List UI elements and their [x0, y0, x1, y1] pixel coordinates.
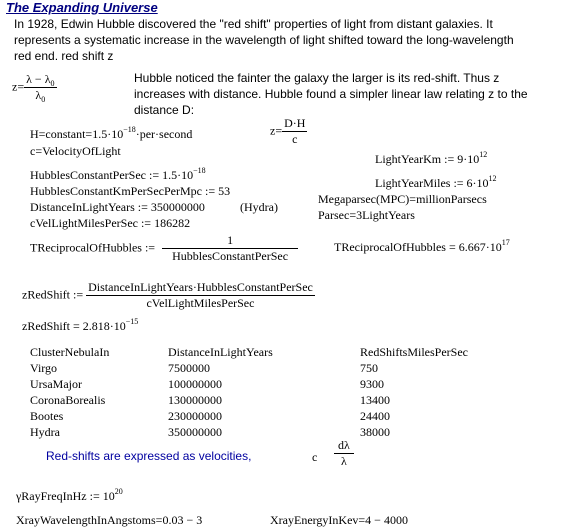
- xray-energy: XrayEnergyInKev=4 − 4000: [270, 513, 408, 527]
- hubble-const-per-sec-text: HubblesConstantPerSec := 1.5·10: [30, 168, 194, 182]
- hubble-note-line-3: distance D:: [134, 103, 195, 117]
- zredshift-result: [22, 319, 138, 334]
- hubble-note: [134, 70, 528, 118]
- c-vel-miles: cVelLightMilesPerSec := 186282: [30, 216, 191, 230]
- gamma-ray-freq-exp: 20: [114, 487, 123, 496]
- gamma-ray-freq: [16, 489, 123, 504]
- table-row: [30, 408, 468, 424]
- table-row: [30, 392, 468, 408]
- velocity-denominator: λ: [334, 453, 354, 469]
- treciprocal-fraction: [162, 233, 298, 264]
- hydra-note: (Hydra): [240, 200, 278, 214]
- treciprocal-result-exp: 17: [501, 238, 510, 247]
- cluster-distance: 130000000: [168, 392, 222, 407]
- velocity-numerator: dλ: [338, 438, 350, 452]
- gamma-ray-freq-text: γRayFreqInHz := 10: [16, 489, 115, 503]
- cluster-redshift: 9300: [360, 376, 384, 391]
- velocity-note: Red-shifts are expressed as velocities,: [46, 449, 252, 463]
- hubble-note-line-2: increases with distance. Hubble found a simpler linear law relating z to the: [134, 87, 528, 101]
- lightyear-km-exp: 12: [479, 150, 488, 159]
- z-fraction: [24, 72, 56, 103]
- cluster-redshift: 750: [360, 360, 378, 375]
- treciprocal-numerator: 1: [227, 233, 234, 247]
- z-numerator-sub: 0: [50, 79, 55, 88]
- z-linear-numerator: D·H: [284, 116, 306, 130]
- intro-line-1: In 1928, Edwin Hubble discovered the "red shift" properties of light from distant galaxies. It: [14, 17, 493, 31]
- table-row: [30, 376, 468, 392]
- zredshift-definition: [22, 280, 315, 311]
- velocity-fraction-inner: [334, 438, 354, 469]
- distance-light-years: DistanceInLightYears := 350000000: [30, 200, 205, 214]
- cluster-distance: 350000000: [168, 424, 222, 439]
- cluster-table-header: [30, 344, 468, 360]
- lightyear-km-text: LightYearKm := 9·10: [375, 152, 480, 166]
- zredshift-denominator: cVelLightMilesPerSec: [86, 295, 315, 311]
- header-cluster: ClusterNebulaIn: [30, 344, 110, 359]
- xray-wavelength: XrayWavelengthInAngstoms=0.03 − 3: [16, 513, 203, 527]
- zredshift-lhs: zRedShift :=: [22, 287, 84, 302]
- intro-line-3: red end. red shift z: [14, 49, 114, 63]
- cluster-name: Virgo: [30, 360, 58, 375]
- z-linear-lhs: z: [270, 123, 276, 138]
- z-linear-fraction: [282, 116, 307, 147]
- lightyear-miles-text: LightYearMiles := 6·10: [375, 176, 489, 190]
- hubble-const-per-sec-exp: −18: [193, 166, 206, 175]
- z-definition-formula: z= $\frac{\lambda - \lambda_0}{\lambda_0}$: [12, 72, 55, 104]
- parsec-def: Parsec=3LightYears: [318, 208, 415, 222]
- cluster-name: CoronaBorealis: [30, 392, 106, 407]
- h-definition: [30, 127, 192, 142]
- table-row: [30, 424, 468, 440]
- cluster-distance: 230000000: [168, 408, 222, 423]
- intro-paragraph: [14, 16, 514, 64]
- hubble-const-km: HubblesConstantKmPerSecPerMpc := 53: [30, 184, 231, 198]
- h-definition-exp: −18: [123, 125, 136, 134]
- table-row: [30, 360, 468, 376]
- z-denominator-sub: 0: [41, 95, 46, 104]
- cluster-name: UrsaMajor: [30, 376, 82, 391]
- h-definition-suffix: ·per·second: [135, 127, 193, 141]
- lightyear-km: [375, 152, 487, 167]
- header-redshift: RedShiftsMilesPerSec: [360, 344, 468, 359]
- c-definition: c=VelocityOfLight: [30, 144, 121, 158]
- cluster-name: Hydra: [30, 424, 60, 439]
- cluster-redshift: 13400: [360, 392, 390, 407]
- treciprocal-result-text: TReciprocalOfHubbles = 6.667·10: [334, 240, 502, 254]
- velocity-c: c: [312, 450, 318, 464]
- cluster-redshift: 24400: [360, 408, 390, 423]
- cluster-table: [30, 344, 468, 440]
- hubble-const-per-sec: [30, 168, 206, 183]
- lightyear-miles-exp: 12: [488, 174, 497, 183]
- z-lhs: z: [12, 79, 18, 94]
- velocity-fraction: [334, 438, 354, 469]
- treciprocal-definition: [30, 233, 298, 264]
- h-definition-text: H=constant=1.5·10: [30, 127, 124, 141]
- zredshift-result-text: zRedShift = 2.818·10: [22, 319, 126, 333]
- z-denominator: λ: [35, 88, 42, 102]
- intro-line-2: represents a systematic increase in the wavelength of light shifted toward the long-wavelength: [14, 33, 514, 47]
- cluster-redshift: 38000: [360, 424, 390, 439]
- treciprocal-denominator: HubblesConstantPerSec: [162, 248, 298, 264]
- z-numerator: λ − λ: [26, 72, 51, 86]
- zredshift-numerator: DistanceInLightYears·HubblesConstantPerSec: [88, 280, 313, 294]
- header-distance: DistanceInLightYears: [168, 344, 273, 359]
- hubble-note-line-1: Hubble noticed the fainter the galaxy the larger is its red-shift. Thus z: [134, 71, 500, 85]
- cluster-distance: 7500000: [168, 360, 210, 375]
- z-linear-denominator: c: [282, 131, 307, 147]
- cluster-name: Bootes: [30, 408, 64, 423]
- treciprocal-lhs: TReciprocalOfHubbles :=: [30, 240, 156, 255]
- megaparsec-def: Megaparsec(MPC)=millionParsecs: [318, 192, 487, 206]
- cluster-distance: 100000000: [168, 376, 222, 391]
- lightyear-miles: [375, 176, 497, 191]
- z-linear-formula: z= $\frac{D\cdot H}{c}$: [270, 116, 306, 146]
- zredshift-result-exp: −15: [125, 317, 139, 326]
- treciprocal-result: [334, 240, 510, 255]
- page-title: The Expanding Universe: [6, 0, 158, 15]
- zredshift-fraction: [86, 280, 315, 311]
